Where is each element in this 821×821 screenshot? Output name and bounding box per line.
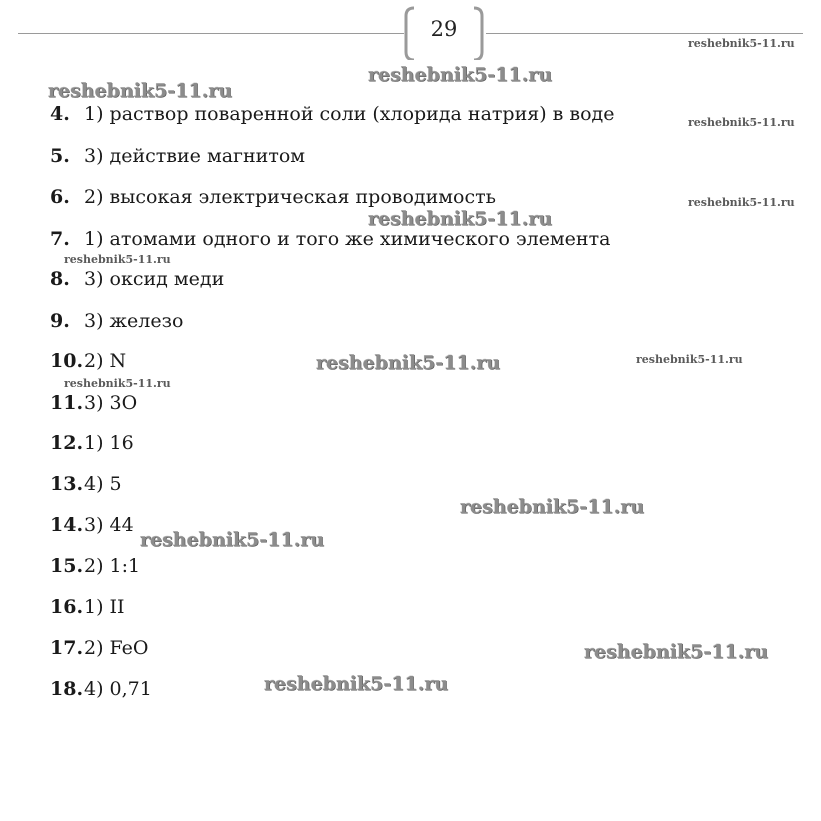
header-rule-right	[486, 33, 803, 34]
answer-text: 1) 16	[84, 432, 134, 454]
watermark: reshebnik5-11.ru	[584, 641, 769, 663]
answer-item	[50, 637, 149, 659]
answer-text: 3) железо	[84, 310, 184, 332]
answer-item	[50, 392, 137, 414]
answer-text: 2) N	[84, 350, 127, 372]
answer-item	[50, 514, 134, 536]
answer-text: 1) II	[84, 596, 125, 618]
answer-item	[50, 350, 126, 372]
answer-text: 1) атомами одного и того же химического элемента	[84, 228, 611, 250]
answer-text: 2) высокая электрическая проводимость	[84, 186, 496, 208]
answer-item	[50, 473, 122, 495]
watermark: reshebnik5-11.ru	[688, 37, 795, 50]
watermark: reshebnik5-11.ru	[64, 377, 171, 390]
answer-text: 3) оксид меди	[84, 268, 225, 290]
answer-number: 6.	[50, 186, 70, 208]
answer-item	[50, 268, 224, 290]
answer-item	[50, 186, 496, 208]
answer-number: 10.	[50, 350, 84, 372]
answer-item	[50, 145, 305, 167]
watermark: reshebnik5-11.ru	[460, 496, 645, 518]
answer-number: 18.	[50, 678, 84, 700]
watermark: reshebnik5-11.ru	[636, 353, 743, 366]
watermark: reshebnik5-11.ru	[48, 80, 233, 102]
watermark: reshebnik5-11.ru	[316, 352, 501, 374]
answer-number: 11.	[50, 392, 84, 414]
answer-number: 8.	[50, 268, 70, 290]
answer-item	[50, 432, 134, 454]
answer-number: 17.	[50, 637, 84, 659]
answer-item	[50, 103, 615, 125]
page-number-box	[404, 5, 484, 60]
answer-text: 2) 1:1	[84, 555, 141, 577]
answer-number: 5.	[50, 145, 70, 167]
watermark: reshebnik5-11.ru	[140, 529, 325, 551]
answer-number: 15.	[50, 555, 84, 577]
watermark: reshebnik5-11.ru	[688, 196, 795, 209]
answer-text: 3) 44	[84, 514, 134, 536]
header-rule-left	[18, 33, 404, 34]
answer-text: 3) 3O	[84, 392, 138, 414]
answer-item	[50, 596, 125, 618]
answer-number: 14.	[50, 514, 84, 536]
watermark: reshebnik5-11.ru	[64, 253, 171, 266]
answer-text: 4) 5	[84, 473, 122, 495]
answer-number: 12.	[50, 432, 84, 454]
answer-text: 3) действие магнитом	[84, 145, 306, 167]
answer-text: 2) FeO	[84, 637, 149, 659]
watermark: reshebnik5-11.ru	[264, 673, 449, 695]
watermark: reshebnik5-11.ru	[688, 116, 795, 129]
answer-item	[50, 678, 152, 700]
answer-number: 7.	[50, 228, 70, 250]
answer-item	[50, 228, 610, 250]
page-number: 29	[430, 17, 458, 41]
answer-number: 13.	[50, 473, 84, 495]
answer-number: 9.	[50, 310, 70, 332]
watermark: reshebnik5-11.ru	[368, 64, 553, 86]
answer-number: 4.	[50, 103, 70, 125]
answer-item	[50, 310, 183, 332]
answer-text: 4) 0,71	[84, 678, 152, 700]
watermark: reshebnik5-11.ru	[368, 208, 553, 230]
answer-number: 16.	[50, 596, 84, 618]
answer-text: 1) раствор поваренной соли (хлорида натрия) в воде	[84, 103, 615, 125]
answer-item	[50, 555, 140, 577]
